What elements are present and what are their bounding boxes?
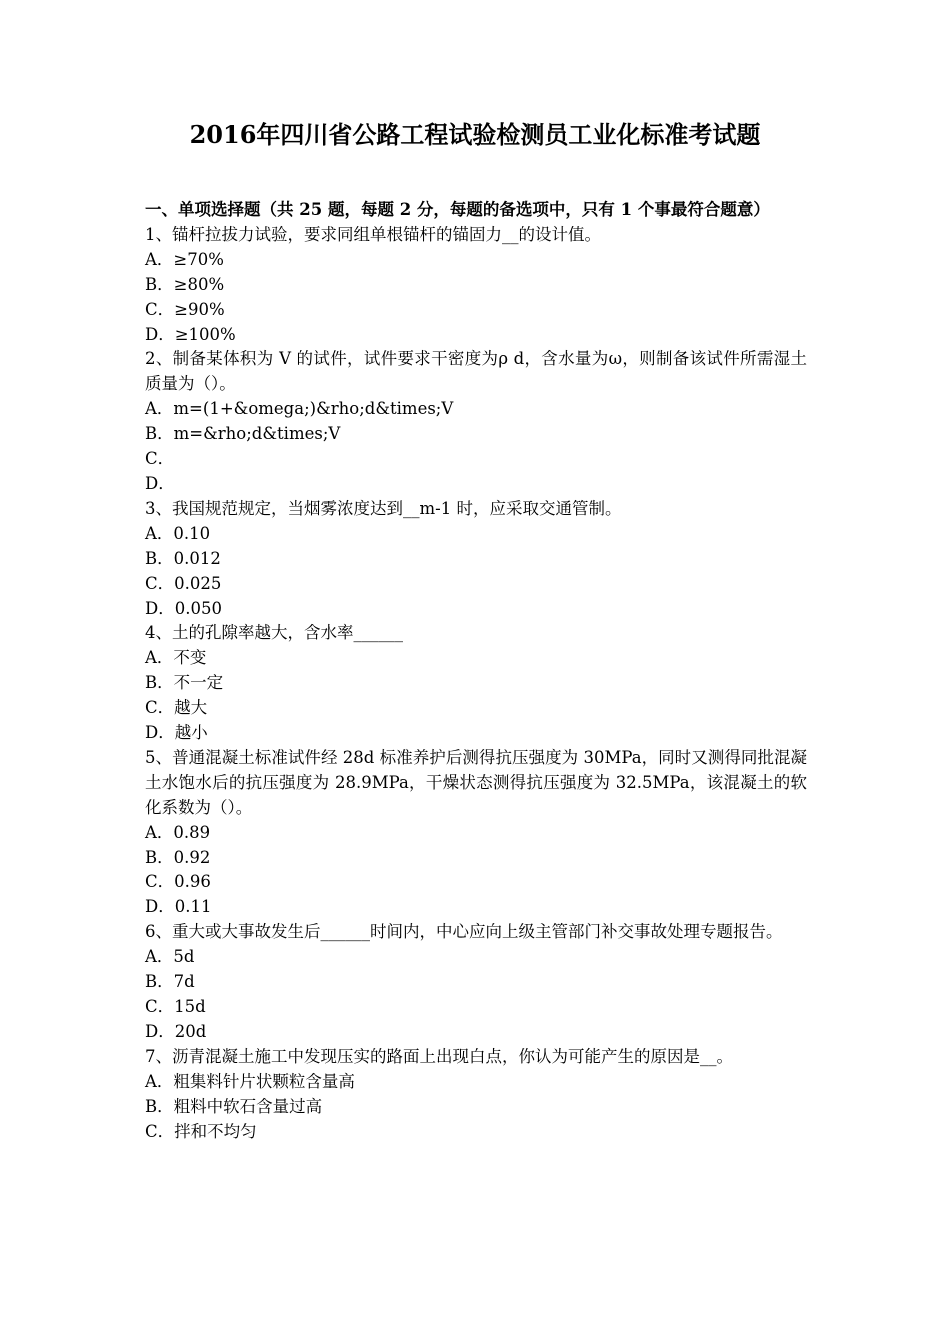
question-text: 7、沥青混凝土施工中发现压实的路面上出现白点，你认为可能产生的原因是__。 — [145, 1046, 733, 1066]
question-7 — [145, 1045, 807, 1145]
question-5 — [145, 746, 807, 920]
question-6 — [145, 920, 807, 1045]
option-b: B．7d — [145, 972, 195, 992]
option-b: B．不一定 — [145, 673, 224, 693]
option-a: A．0.89 — [145, 822, 211, 842]
question-text: 4、土的孔隙率越大，含水率______ — [145, 623, 403, 643]
option-b: B．≥80% — [145, 274, 225, 294]
question-text: 5、普通混凝土标准试件经 28d 标准养护后测得抗压强度为 30MPa，同时又测得同批混凝土水饱水后的抗压强度为 28.9MPa，干燥状态测得抗压强度为 32.5MPa，该混凝土的软化系数为（）。 — [145, 747, 807, 817]
option-b: B．粗料中软石含量过高 — [145, 1096, 323, 1116]
option-a: A．5d — [145, 947, 195, 967]
option-c: C．拌和不均匀 — [145, 1121, 257, 1141]
question-3 — [145, 497, 807, 622]
option-b: B．m=&rho;d&times;V — [145, 424, 341, 444]
option-a: A．0.10 — [145, 523, 211, 543]
question-text: 1、锚杆拉拔力试验，要求同组单根锚杆的锚固力__的设计值。 — [145, 224, 601, 244]
question-1 — [145, 223, 807, 348]
option-d: D．越小 — [145, 723, 208, 743]
document-title: 2016年四川省公路工程试验检测员工业化标准考试题 — [189, 120, 761, 149]
option-d: D．20d — [145, 1021, 207, 1041]
option-a: A．不变 — [145, 648, 207, 668]
option-c: C．0.025 — [145, 573, 222, 593]
question-4 — [145, 621, 807, 746]
option-c: C． — [145, 449, 175, 469]
option-a: A．粗集料针片状颗粒含量高 — [145, 1071, 355, 1091]
option-c: C．0.96 — [145, 872, 211, 892]
option-d: D．0.11 — [145, 897, 212, 917]
question-2 — [145, 347, 807, 496]
option-c: C．15d — [145, 997, 206, 1016]
option-b: B．0.92 — [145, 847, 211, 867]
section-heading: 一、单项选择题（共 25 题，每题 2 分，每题的备选项中，只有 1 个事最符合题意） — [145, 200, 770, 219]
question-text: 6、重大或大事故发生后______时间内，中心应向上级主管部门补交事故处理专题报告。 — [145, 922, 783, 942]
document-body — [145, 198, 807, 1144]
option-c: C．≥90% — [145, 299, 225, 319]
option-d: D． — [145, 473, 175, 493]
question-text: 3、我国规范规定，当烟雾浓度达到__m-1 时，应采取交通管制。 — [145, 498, 622, 518]
option-b: B．0.012 — [145, 548, 221, 568]
option-d: D．≥100% — [145, 324, 236, 344]
option-c: C．越大 — [145, 698, 208, 718]
option-a: A．≥70% — [145, 249, 224, 269]
question-text: 2、制备某体积为 V 的试件，试件要求干密度为ρ d，含水量为ω，则制备该试件所需湿土质量为（）。 — [145, 349, 807, 394]
option-a: A．m=(1+&omega;)&rho;d&times;V — [145, 399, 454, 419]
option-d: D．0.050 — [145, 598, 222, 618]
